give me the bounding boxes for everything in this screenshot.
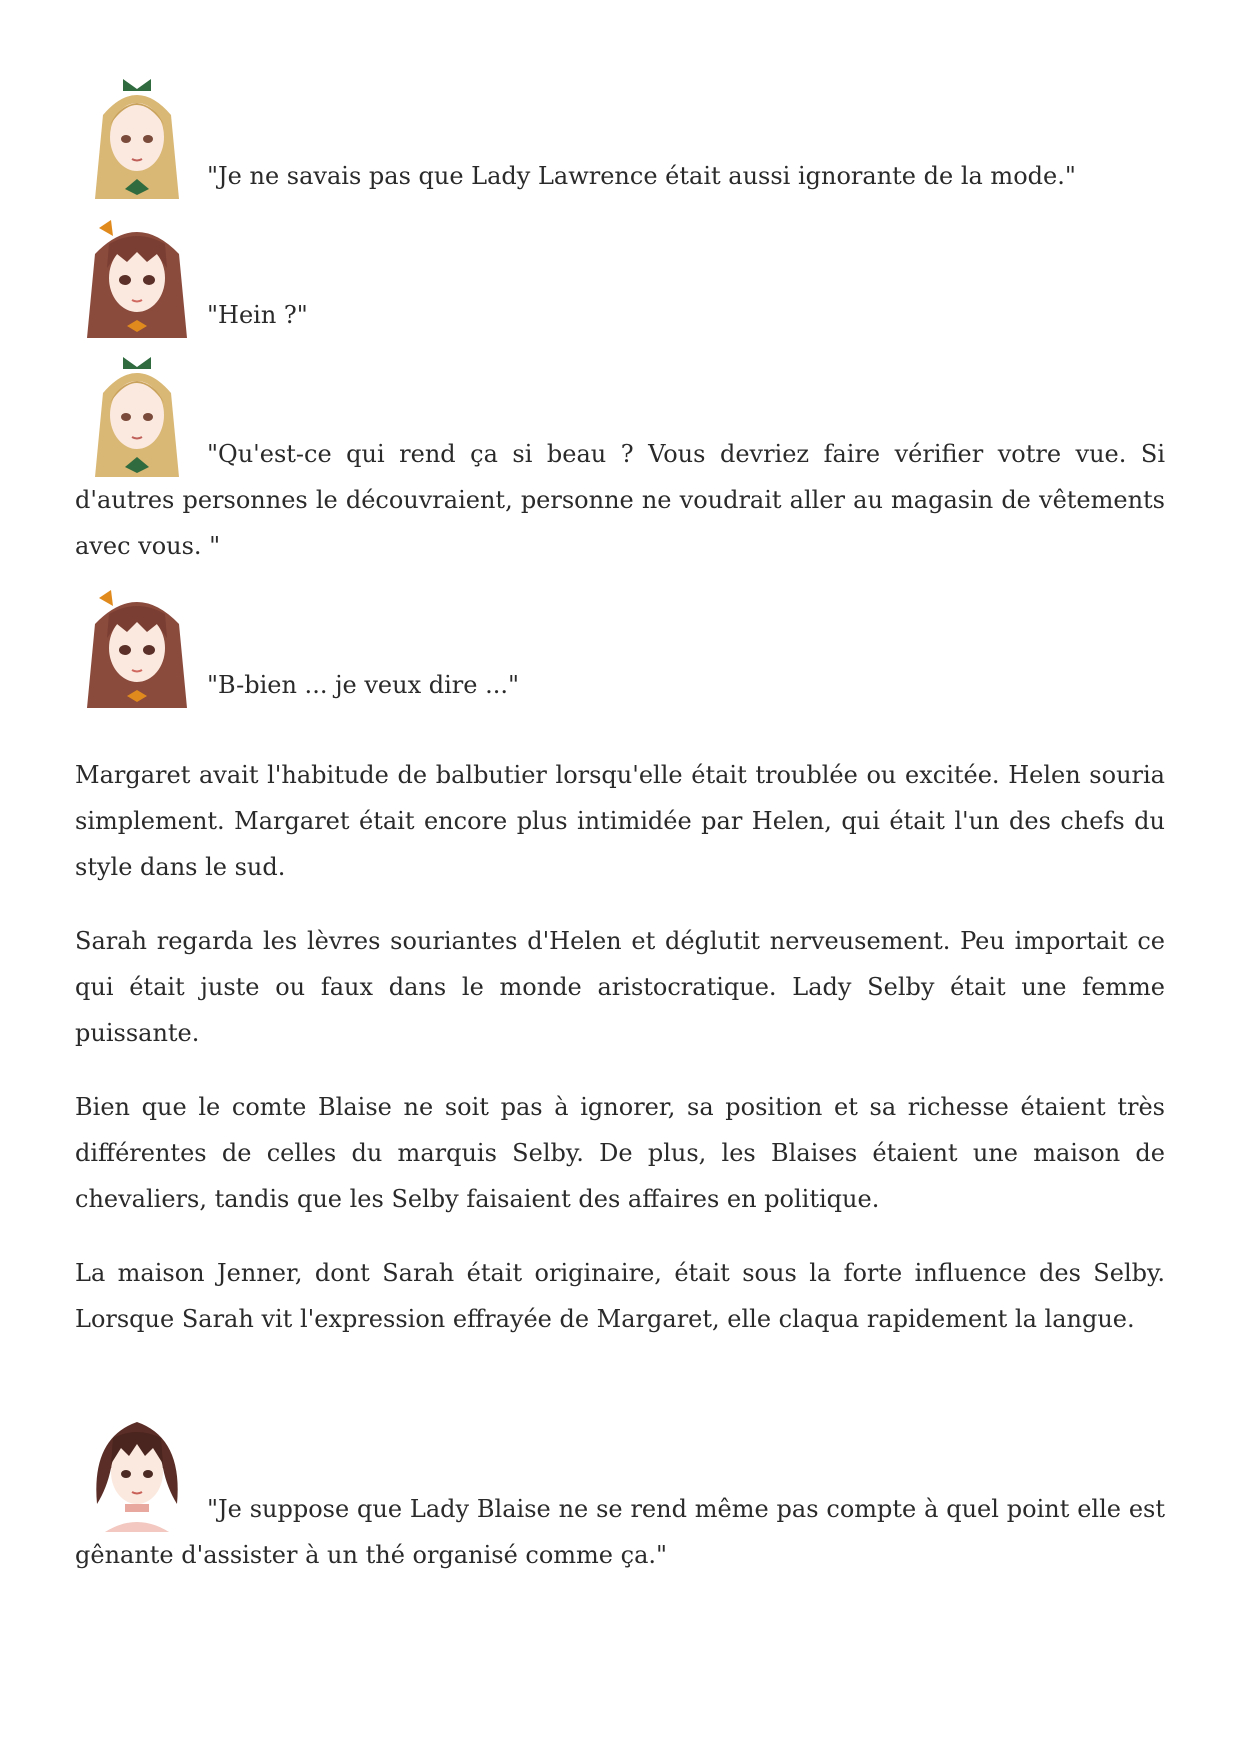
helen-avatar [75,75,199,199]
dialogue-text: "Hein ?" [207,301,308,329]
dialogue-block [75,1408,1165,1578]
dialogue-block [75,214,1165,338]
helen-portrait-icon [75,353,199,477]
sarah-portrait-icon [75,1408,199,1532]
dialogue-block [75,353,1165,569]
margaret-portrait-icon [75,214,199,338]
paragraph: Sarah regarda les lèvres souriantes d'Helen et déglutit nerveusement. Peu importait ce qui était juste ou faux dans le monde aristocratique. Lady Selby était une femme puissante. [75,927,1165,1047]
paragraph: Margaret avait l'habitude de balbutier lorsqu'elle était troublée ou excitée. Helen souria simplement. Margaret était encore plus intimidée par Helen, qui était l'un des chefs du style dans le sud. [75,761,1165,881]
margaret-avatar [75,214,199,338]
dialogue-text: "B-bien ... je veux dire ..." [207,671,519,699]
paragraph: La maison Jenner, dont Sarah était originaire, était sous la forte influence des Selby. Lorsque Sarah vit l'expression effrayée de Margaret, elle claqua rapidement la langue. [75,1259,1165,1333]
dialogue-block [75,75,1165,199]
dialogue-text: "Je ne savais pas que Lady Lawrence était aussi ignorante de la mode." [207,162,1076,190]
dialogue-text: "Qu'est-ce qui rend ça si beau ? Vous devriez faire vérifier votre vue. Si d'autres personnes le découvraient, personne ne voudrait aller au magasin de vêtements avec vous. " [75,440,1165,560]
dialogue-block [75,584,1165,708]
margaret-portrait-icon [75,584,199,708]
paragraph: Bien que le comte Blaise ne soit pas à ignorer, sa position et sa richesse étaient très différentes de celles du marquis Selby. De plus, les Blaises étaient une maison de chevaliers, tandis que les Selby faisaient des affaires en politique. [75,1093,1165,1213]
helen-avatar [75,353,199,477]
helen-portrait-icon [75,75,199,199]
dialogue-text: "Je suppose que Lady Blaise ne se rend même pas compte à quel point elle est gênante d'assister à un thé organisé comme ça." [75,1495,1165,1569]
sarah-avatar [75,1408,199,1532]
margaret-avatar [75,584,199,708]
